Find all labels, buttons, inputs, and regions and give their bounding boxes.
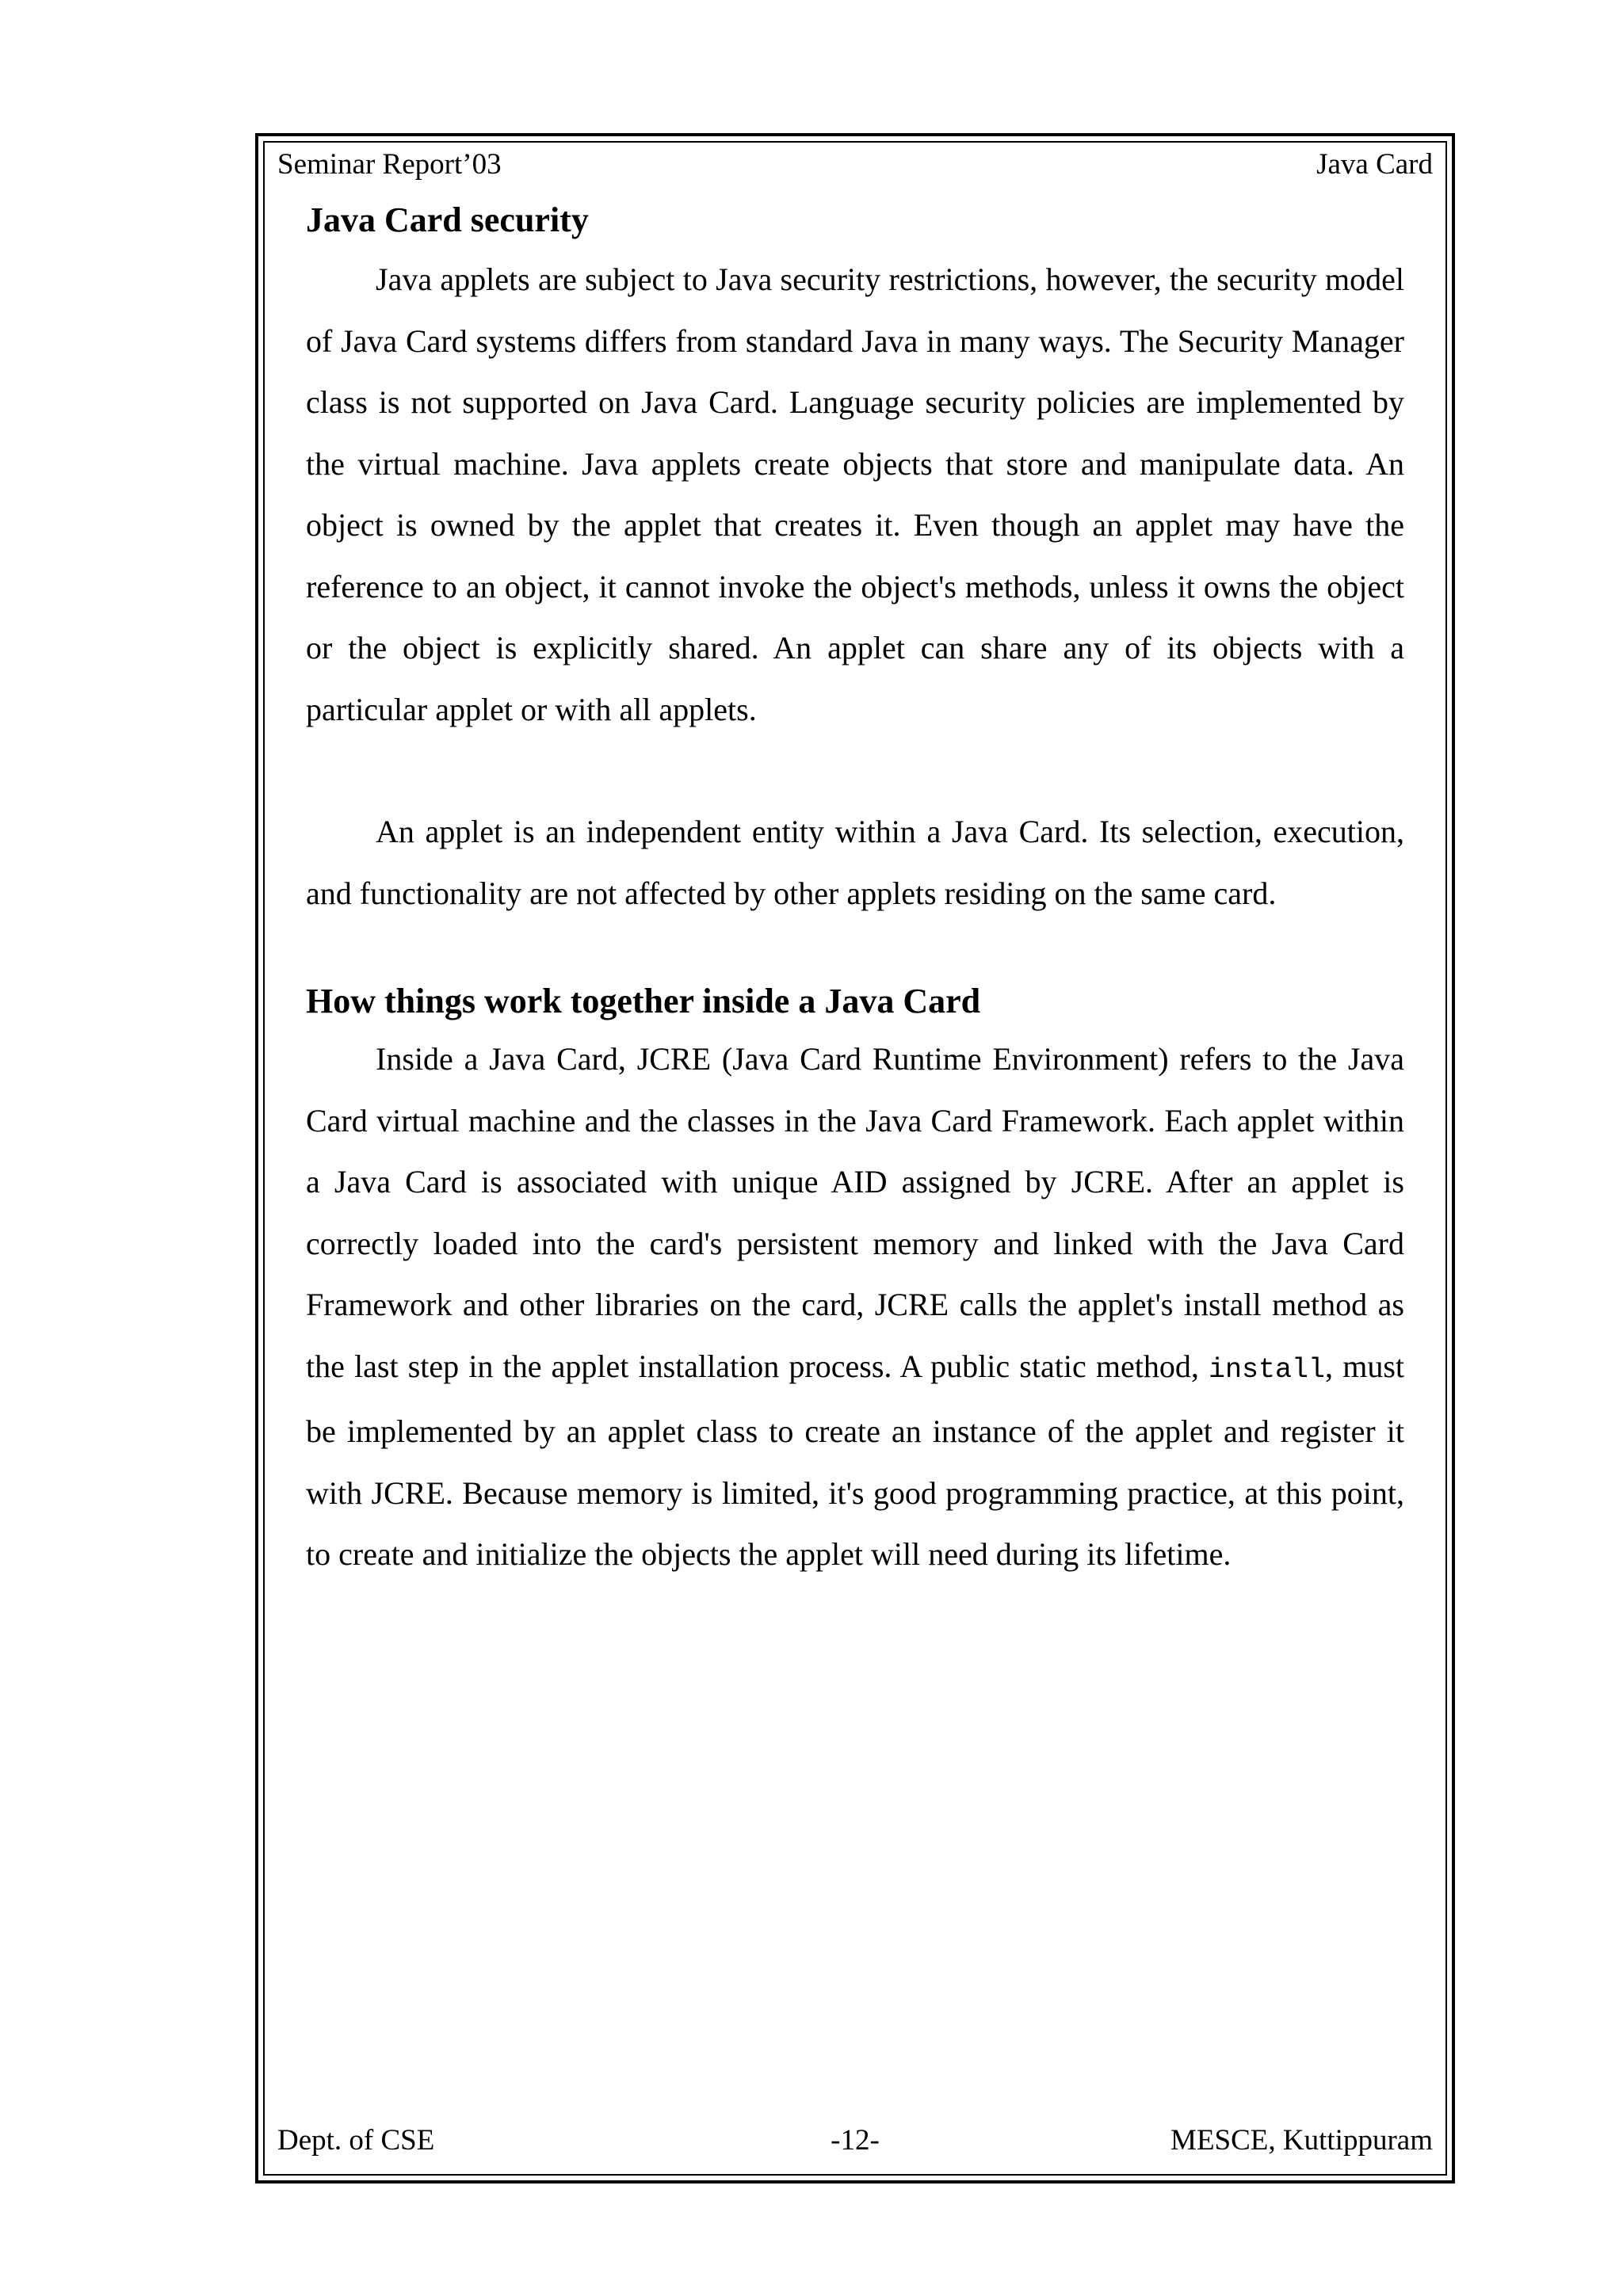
- header-topic: Java Card: [1316, 148, 1433, 181]
- footer-page-number: -12-: [831, 2124, 880, 2157]
- section-heading-security: Java Card security: [306, 200, 589, 239]
- paragraph-jcre-text-end: , must be implemented by an applet class to create an instance of the applet and register it with JCRE. Because memory is limited, it's good programming practice, at this point, to create and initialize the objects the applet will need during its lifetime.: [306, 1348, 1404, 1572]
- paragraph-security-model: Java applets are subject to Java security restrictions, however, the security model of Java Card systems differs from standard Java in many ways. The Security Manager class is not supported on Java Card. Language security policies are implemented by the virtual machine. Java applets create objects that store and manipulate data. An object is owned by the applet that creates it. Even though an applet may have the reference to an object, it cannot invoke the object's methods, unless it owns the object or the object is explicitly shared. An applet can share any of its objects with a particular applet or with all applets.: [306, 261, 1404, 727]
- page-content: [306, 198, 1404, 1585]
- inline-code-install: install: [1209, 1353, 1326, 1386]
- paragraph-jcre-text-start: Inside a Java Card, JCRE (Java Card Runtime Environment) refers to the Java Card virtual machine and the classes in the Java Card Framework. Each applet within a Java Card is associated with unique AID assigned by JCRE. After an applet is correctly loaded into the card's persistent memory and linked with the Java Card Framework and other libraries on the card, JCRE calls the applet's install method as the last step in the applet installation process. A public static method,: [306, 1041, 1404, 1384]
- footer-institution: MESCE, Kuttippuram: [1170, 2124, 1433, 2157]
- footer-department: Dept. of CSE: [277, 2124, 435, 2157]
- header-report-title: Seminar Report’03: [277, 148, 502, 181]
- paragraph-jcre: [306, 1028, 1404, 1585]
- paragraph-applet-entity: An applet is an independent entity within a Java Card. Its selection, execution, and functionality are not affected by other applets residing on the same card.: [306, 814, 1404, 911]
- section-heading-how-things-work: How things work together inside a Java Card: [306, 982, 981, 1020]
